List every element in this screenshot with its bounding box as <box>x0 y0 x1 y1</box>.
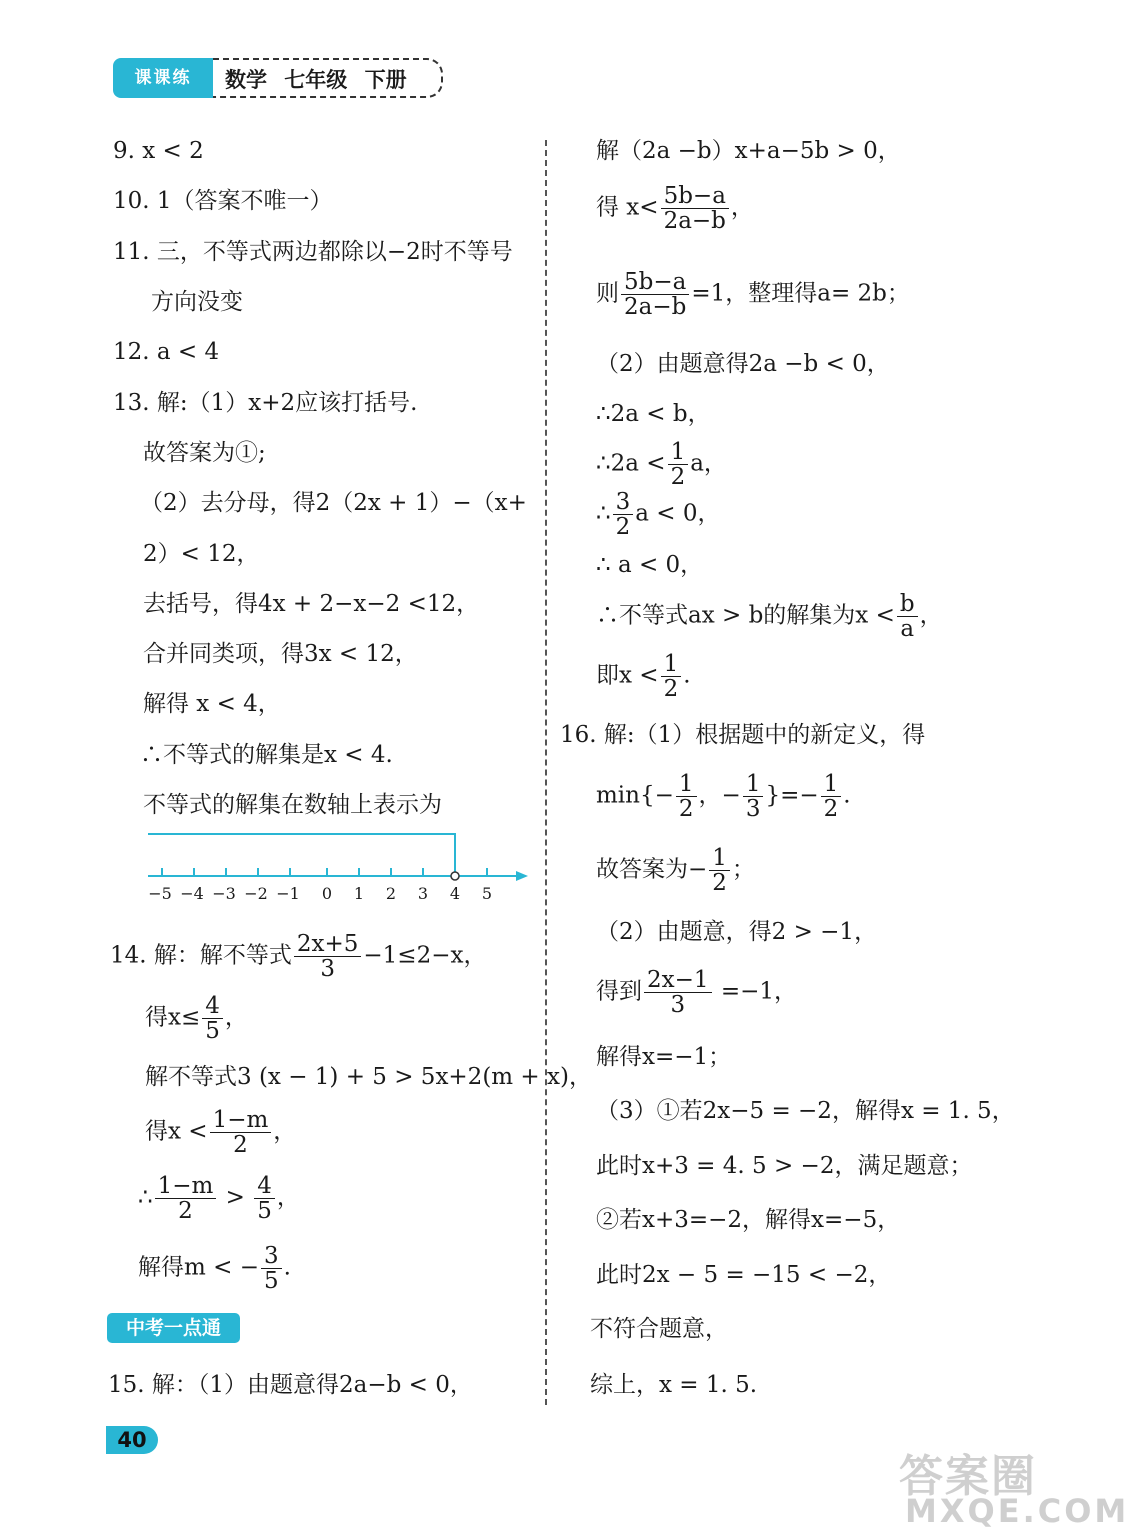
answer-11-line2: 方向没变 <box>151 289 243 315</box>
fraction: $\frac{1-m}{2}$ <box>210 1108 272 1157</box>
answer-16-line5: 得到 $\frac{2x-1}{3}$ =−1， <box>596 967 798 1019</box>
fraction: $\frac{1}{2}$ <box>661 652 682 701</box>
fraction: $\frac{1}{2}$ <box>709 846 730 895</box>
answer-14-line1: 14. 解：解不等式 $\frac{2x+5}{3}$ −1≤2−x， <box>110 931 487 983</box>
answer-15-line2: 解（2a −b）x+a−5b > 0， <box>596 138 901 164</box>
answer-13-line3: （2）去分母，得2（2x + 1）−（x+ <box>140 490 527 516</box>
answer-15-line7: ∴2a < $\frac{1}{2}$ a， <box>596 439 727 491</box>
page-number: 40 <box>106 1426 158 1454</box>
number-line-ticks <box>162 868 487 876</box>
answer-13-line4: 2）< 12， <box>143 541 260 567</box>
book-header <box>113 58 443 102</box>
fraction: $\frac{b}{a}$ <box>897 592 918 641</box>
tick-label: −1 <box>276 884 300 903</box>
answer-16-line4: （2）由题意，得2 > −1， <box>596 919 878 945</box>
fraction: $\frac{4}{5}$ <box>254 1174 275 1223</box>
answer-14-line3: 解不等式3 (x − 1) + 5 > 5x+2(m + x)， <box>145 1064 592 1090</box>
answer-13-line7: 解得 x < 4， <box>143 691 281 717</box>
answer-15-line4: 则 $\frac{5b-a}{2a-b}$ =1，整理得a= 2b； <box>596 269 910 321</box>
watermark-logo: 答案圈 MXQE.COM <box>899 1451 1129 1530</box>
tick-label: −4 <box>180 884 204 903</box>
answer-13-line6: 合并同类项，得3x < 12， <box>143 641 418 667</box>
answer-16-line12: 综上，x = 1. 5. <box>590 1372 758 1398</box>
answer-15-line6: ∴2a < b， <box>596 401 711 427</box>
number-line <box>140 826 540 906</box>
fraction: $\frac{1}{2}$ <box>821 772 842 821</box>
fraction: $\frac{1}{2}$ <box>668 440 689 489</box>
tick-label: 4 <box>449 884 461 903</box>
answer-16-line2: min{− $\frac{1}{2}$ ，− $\frac{1}{3}$ }=− $\frac{1}{2}$ . <box>596 771 851 823</box>
answer-16-line8: 此时x+3 = 4. 5 > −2，满足题意； <box>596 1153 973 1179</box>
answer-9: 9. x < 2 <box>113 138 204 164</box>
answer-16-line6: 解得x=−1； <box>596 1044 732 1070</box>
open-point <box>451 872 459 880</box>
tick-label: −5 <box>148 884 172 903</box>
book-title: 数学 七年级 下册 <box>213 58 443 98</box>
answer-16-line11: 不符合题意， <box>590 1316 728 1342</box>
answer-16-line1: 16. 解:（1）根据题中的新定义，得 <box>560 722 926 748</box>
answer-15-line5: （2）由题意得2a −b < 0， <box>596 351 890 377</box>
fraction: $\frac{1}{3}$ <box>743 772 764 821</box>
answer-15-line3: 得 x< $\frac{5b-a}{2a-b}$ ， <box>596 183 754 235</box>
fraction: $\frac{4}{5}$ <box>202 994 223 1043</box>
fraction: $\frac{5b-a}{2a-b}$ <box>621 270 689 319</box>
answer-14-line2: 得x≤ $\frac{4}{5}$ ， <box>145 993 248 1045</box>
answer-13-line9: 不等式的解集在数轴上表示为 <box>143 792 442 818</box>
answer-14-line6: 解得m < − $\frac{3}{5}$ . <box>138 1243 291 1295</box>
tick-label: 2 <box>385 884 397 903</box>
answer-11-line1: 11. 三，不等式两边都除以−2时不等号 <box>113 239 513 265</box>
answer-14-line4: 得x < $\frac{1-m}{2}$ ， <box>145 1107 297 1159</box>
answer-13-line8: ∴不等式的解集是x < 4. <box>140 742 393 768</box>
section-tag: 中考一点通 <box>107 1313 240 1343</box>
answer-15-line11: 即x < $\frac{1}{2}$ . <box>596 651 691 703</box>
answer-15-line8: ∴ $\frac{3}{2}$ a < 0， <box>596 489 721 541</box>
fraction: $\frac{3}{2}$ <box>613 490 634 539</box>
fraction: $\frac{5b-a}{2a-b}$ <box>661 184 729 233</box>
series-badge: 课课练 <box>113 58 213 98</box>
answer-13-line1: 13. 解:（1）x+2应该打括号. <box>113 390 418 416</box>
fraction: $\frac{3}{5}$ <box>261 1244 282 1293</box>
answer-16-line10: 此时2x − 5 = −15 < −2， <box>596 1262 892 1288</box>
answer-15-line10: ∴不等式ax > b的解集为x < $\frac{b}{a}$ ， <box>596 591 943 643</box>
answer-10: 10. 1（答案不唯一） <box>113 188 333 214</box>
answer-16-line7: （3）①若2x−5 = −2，解得x = 1. 5， <box>596 1098 1015 1124</box>
answer-16-line9: ②若x+3=−2，解得x=−5， <box>596 1207 901 1233</box>
answer-13-line2: 故答案为①; <box>143 440 266 466</box>
tick-label: −3 <box>212 884 236 903</box>
fraction: $\frac{2x+5}{3}$ <box>294 932 362 981</box>
tick-label: 0 <box>321 884 333 903</box>
answer-14-line5: ∴ $\frac{1-m}{2}$ > $\frac{4}{5}$ ， <box>138 1173 300 1225</box>
fraction: $\frac{1-m}{2}$ <box>155 1174 217 1223</box>
fraction: $\frac{2x-1}{3}$ <box>644 968 712 1017</box>
tick-label: 1 <box>353 884 365 903</box>
answer-16-line3: 故答案为− $\frac{1}{2}$ ； <box>596 845 755 897</box>
answer-13-line5: 去括号，得4x + 2−x−2 <12， <box>143 591 480 617</box>
answer-15-line1: 15. 解：（1）由题意得2a−b < 0， <box>108 1372 473 1398</box>
tick-label: 5 <box>481 884 493 903</box>
fraction: $\frac{1}{2}$ <box>676 772 697 821</box>
answer-15-line9: ∴ a < 0， <box>596 552 704 578</box>
column-divider <box>545 140 547 1405</box>
tick-label: −2 <box>244 884 268 903</box>
answer-12: 12. a < 4 <box>113 339 220 365</box>
tick-label: 3 <box>417 884 429 903</box>
